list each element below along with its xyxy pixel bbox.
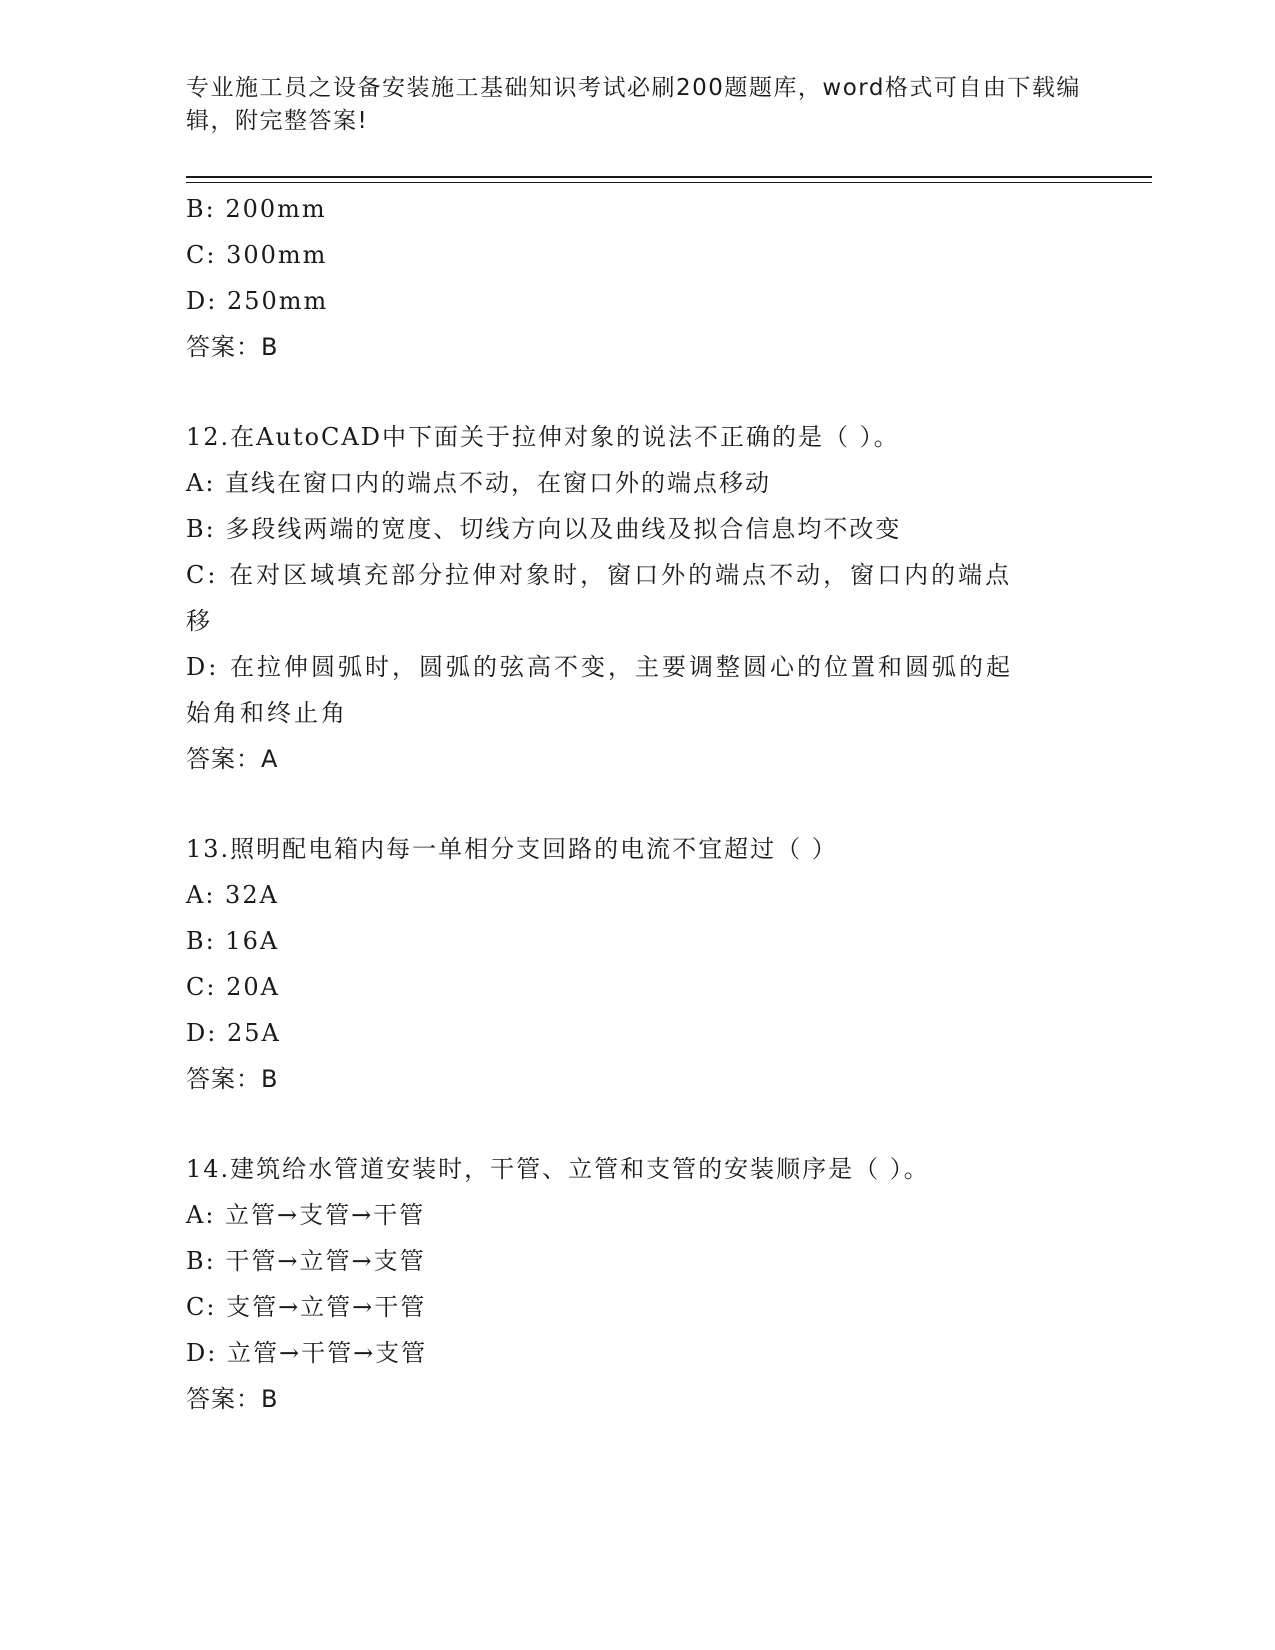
option-d: D: 25A: [186, 1019, 281, 1047]
option-c: C: 300mm: [186, 241, 328, 269]
question-stem: 12.在AutoCAD中下面关于拉伸对象的说法不正确的是（ ）。: [186, 423, 900, 451]
option-b: B: 16A: [186, 927, 280, 955]
option-a: A: 32A: [186, 881, 279, 909]
option-a: A: 立管→支管→干管: [186, 1201, 426, 1229]
option-b: B: 干管→立管→支管: [186, 1247, 426, 1275]
answer-line: 答案：B: [186, 1385, 279, 1413]
option-c: C: 20A: [186, 973, 280, 1001]
question-12: [186, 414, 1086, 782]
question-stem: 14.建筑给水管道安装时，干管、立管和支管的安装顺序是（ ）。: [186, 1155, 930, 1183]
header-divider: [186, 176, 1152, 183]
option-a: A: 直线在窗口内的端点不动，在窗口外的端点移动: [186, 469, 772, 497]
question-stem: 13.照明配电箱内每一单相分支回路的电流不宜超过（ ）: [186, 835, 838, 863]
option-c: C: 在对区域填充部分拉伸对象时，窗口外的端点不动，窗口内的端点移: [186, 561, 1013, 635]
option-c: C: 支管→立管→干管: [186, 1293, 427, 1321]
question-11-partial: [186, 186, 1086, 370]
answer-line: 答案：A: [186, 745, 279, 773]
page-header-title: 专业施工员之设备安装施工基础知识考试必刷200题题库，word格式可自由下载编辑，附完整答案!: [186, 75, 1081, 134]
question-14: [186, 1146, 1086, 1422]
option-b: B: 多段线两端的宽度、切线方向以及曲线及拟合信息均不改变: [186, 515, 902, 543]
option-b: B: 200mm: [186, 195, 327, 223]
option-d: D: 250mm: [186, 287, 329, 315]
option-d: D: 在拉伸圆弧时，圆弧的弦高不变，主要调整圆心的位置和圆弧的起始角和终止角: [186, 653, 1013, 727]
answer-line: 答案：B: [186, 333, 279, 361]
document-body: [186, 186, 1086, 1422]
question-13: [186, 826, 1086, 1102]
answer-line: 答案：B: [186, 1065, 279, 1093]
option-d: D: 立管→干管→支管: [186, 1339, 428, 1367]
